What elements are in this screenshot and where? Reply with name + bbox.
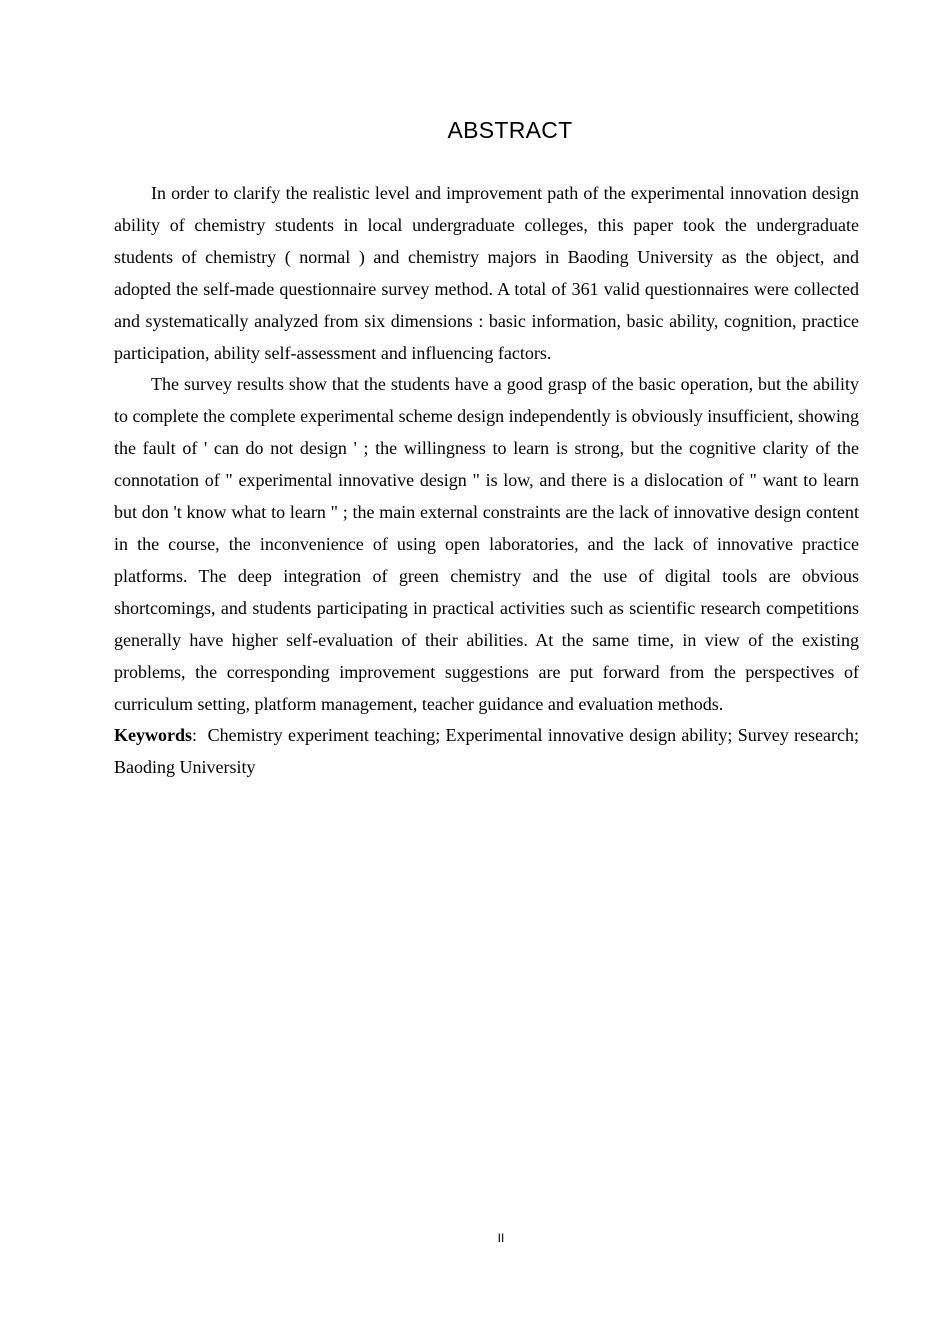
abstract-paragraph-2: The survey results show that the students have a good grasp of the basic operation, but the ability to complete the complete experimental scheme design independently is obviously insufficient, showing the fault of ' can do not design ' ; the willingness to learn is strong, but the cognitive clarity of the connotation of " experimental innovative design " is low, and there is a dislocation of " want to learn but don 't know what to learn " ; the main external constraints are the lack of innovative design content in the course, the inconvenience of using open laboratories, and the lack of innovative practice platforms. The deep integration of green chemistry and the use of digital tools are obvious shortcomings, and students participating in practical activities such as scientific research competitions generally have higher self-evaluation of their abilities. At the same time, in view of the existing problems, the corresponding improvement suggestions are put forward from the perspectives of curriculum setting, platform management, teacher guidance and evaluation methods.	[114, 374, 859, 714]
abstract-paragraph-1: In order to clarify the realistic level and improvement path of the experimental innovation design ability of chemistry students in local undergraduate colleges, this paper took the undergraduate students of chemistry ( normal ) and chemistry majors in Baoding University as the object, and adopted the self-made questionnaire survey method. A total of 361 valid questionnaires were collected and systematically analyzed from six dimensions : basic information, basic ability, cognition, practice participation, ability self-assessment and influencing factors.	[114, 183, 859, 363]
keywords-label: Keywords	[114, 725, 192, 746]
abstract-body	[114, 178, 859, 784]
abstract-title: ABSTRACT	[447, 117, 573, 143]
keywords-line	[114, 720, 859, 784]
keywords-separator: :	[192, 725, 198, 746]
page-number: II	[497, 1231, 505, 1245]
keywords-text: Chemistry experiment teaching; Experimental innovative design ability; Survey research; Baoding University	[114, 725, 860, 778]
